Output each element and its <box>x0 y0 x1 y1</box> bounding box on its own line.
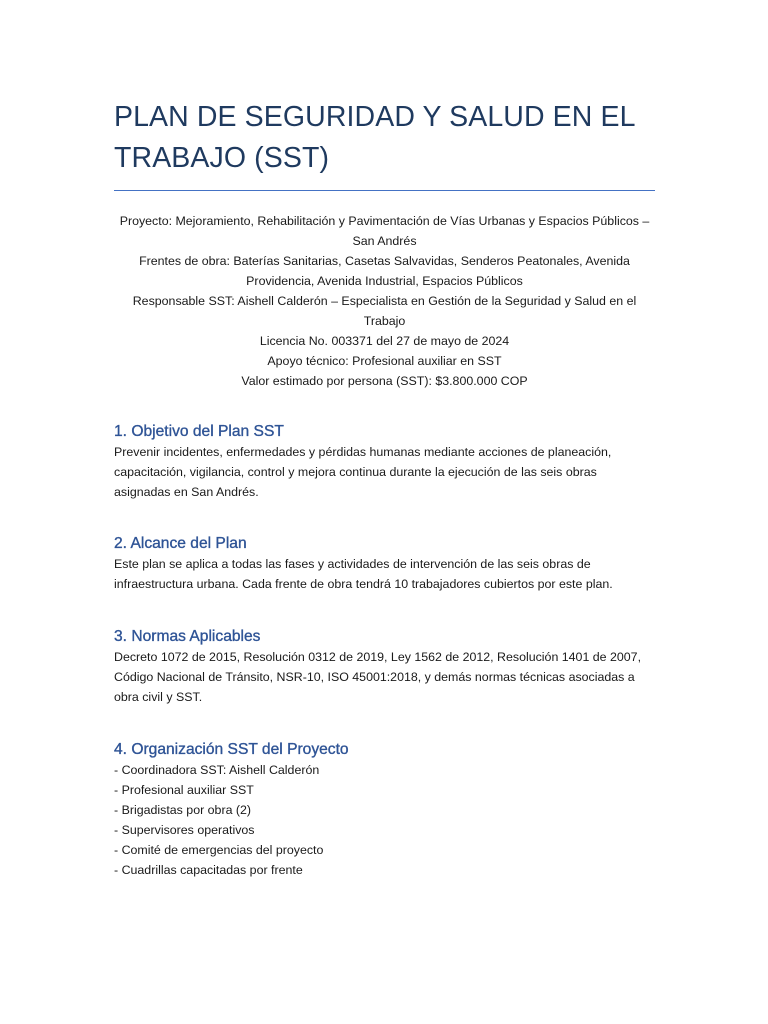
sst-responsible: Responsable SST: Aishell Calderón – Especialista en Gestión de la Seguridad y Salud en el Trabajo <box>132 294 637 328</box>
list-item: - Comité de emergencias del proyecto <box>114 843 324 857</box>
project-info-block <box>114 211 655 391</box>
title-divider <box>114 190 655 191</box>
list-item: - Coordinadora SST: Aishell Calderón <box>114 763 320 777</box>
section-heading-organization: 4. Organización SST del Proyecto <box>114 741 349 758</box>
document-title: PLAN DE SEGURIDAD Y SALUD EN EL TRABAJO (SST) <box>114 101 635 174</box>
list-item: - Profesional auxiliar SST <box>114 783 254 797</box>
work-fronts: Frentes de obra: Baterías Sanitarias, Casetas Salvavidas, Senderos Peatonales, Avenida Providencia, Avenida Industrial, Espacios Públicos <box>139 254 630 288</box>
technical-support: Apoyo técnico: Profesional auxiliar en SST <box>267 354 502 368</box>
organization-list <box>114 760 655 880</box>
section-body-scope: Este plan se aplica a todas las fases y actividades de intervención de las seis obras de infraestructura urbana. Cada frente de obra tendrá 10 trabajadores cubiertos por este plan. <box>114 557 613 591</box>
project-name: Proyecto: Mejoramiento, Rehabilitación y Pavimentación de Vías Urbanas y Espacios Públicos – San Andrés <box>119 214 650 248</box>
list-item: - Supervisores operativos <box>114 823 255 837</box>
section-heading-scope: 2. Alcance del Plan <box>114 535 247 552</box>
section-heading-objective: 1. Objetivo del Plan SST <box>114 423 284 440</box>
section-body-regulations: Decreto 1072 de 2015, Resolución 0312 de 2019, Ley 1562 de 2012, Resolución 1401 de 2007, Código Nacional de Tránsito, NSR-10, ISO 45001:2018, y demás normas técnicas asociadas a obra civil y SST. <box>114 650 642 704</box>
list-item: - Brigadistas por obra (2) <box>114 803 252 817</box>
license-number: Licencia No. 003371 del 27 de mayo de 2024 <box>259 334 510 348</box>
section-body-objective: Prevenir incidentes, enfermedades y pérdidas humanas mediante acciones de planeación, capacitación, vigilancia, control y mejora continua durante la ejecución de las seis obras asignadas en San Andrés. <box>114 445 612 499</box>
section-heading-regulations: 3. Normas Aplicables <box>114 628 261 645</box>
document-page <box>114 0 655 880</box>
estimated-value: Valor estimado por persona (SST): $3.800.000 COP <box>241 374 528 388</box>
list-item: - Cuadrillas capacitadas por frente <box>114 863 303 877</box>
